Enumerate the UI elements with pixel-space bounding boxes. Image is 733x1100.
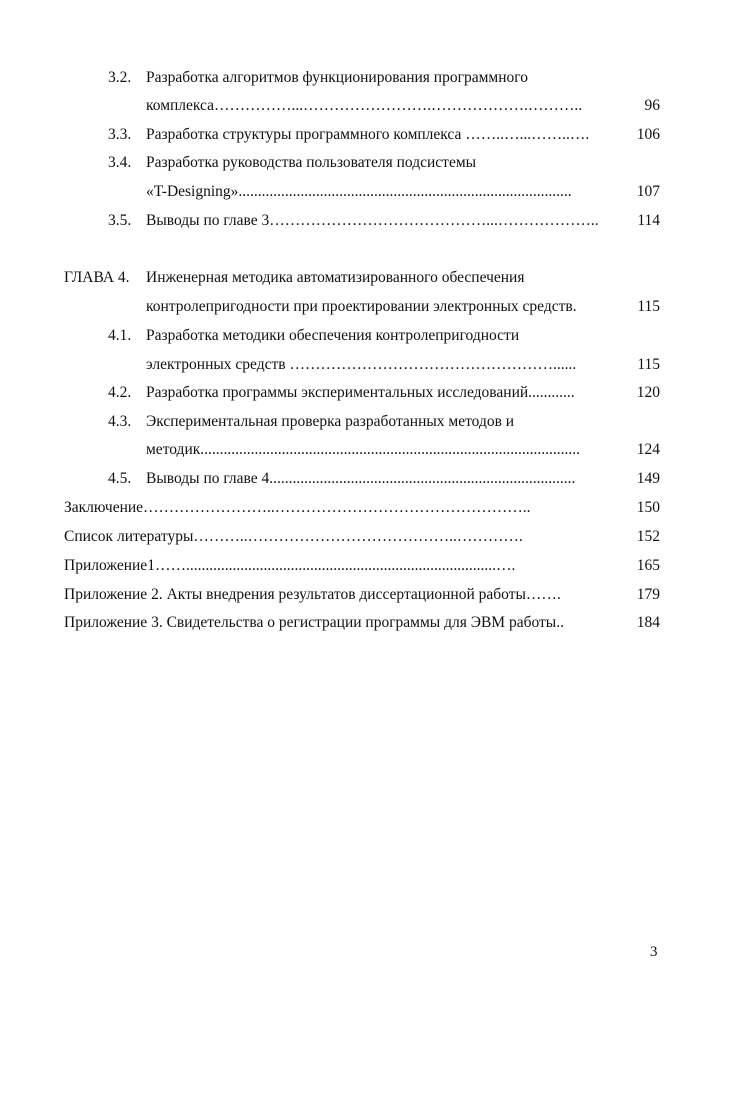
toc-page-3-3: 106 xyxy=(636,126,660,143)
toc-title-4-2: Разработка программы экспериментальных исследований............ xyxy=(146,384,575,401)
toc-number-3-3: 3.3. xyxy=(108,126,132,143)
toc-number-4-3: 4.3. xyxy=(108,413,132,430)
toc-appendix-2: Приложение 2. Акты внедрения результатов диссертационной работы……. xyxy=(64,586,561,603)
toc-title-4-5: Выводы по главе 4............................................................................... xyxy=(146,470,576,487)
toc-title-4-1: Разработка методики обеспечения контролепригодности xyxy=(146,327,520,344)
toc-appendix-1: Приложение1……................................................................................…. xyxy=(64,557,516,574)
toc-number-4-5: 4.5. xyxy=(108,470,132,487)
toc-title-3-3: Разработка структуры программного комплекса ……..…...……..…. xyxy=(146,126,590,143)
toc-title-3-5: Выводы по главе 3……………………………………...……………….. xyxy=(146,212,599,229)
toc-title-4-1-cont: электронных средств ……………………………………………...... xyxy=(146,356,577,373)
toc-page-conclusion: 150 xyxy=(636,499,660,516)
toc-page-appendix-3: 184 xyxy=(636,614,660,631)
toc-chapter-4-title-cont: контролепригодности при проектировании электронных средств. xyxy=(146,298,577,315)
toc-title-3-4-cont: «T-Designing»...................................................................................... xyxy=(146,183,572,200)
toc-chapter-4-label: ГЛАВА 4. xyxy=(64,269,130,286)
toc-number-3-4: 3.4. xyxy=(108,154,132,171)
page-number: 3 xyxy=(650,944,658,960)
toc-page-4-3: 124 xyxy=(636,441,660,458)
toc-page-chapter-4: 115 xyxy=(637,298,660,315)
toc-title-3-2: Разработка алгоритмов функционирования программного xyxy=(146,69,528,86)
toc-conclusion: Заключение……………………..………………………………………….. xyxy=(64,499,531,516)
toc-page-appendix-1: 165 xyxy=(636,557,660,574)
toc-page-4-2: 120 xyxy=(636,384,660,401)
toc-references: Список литературы………..…………………………………..…………. xyxy=(64,528,523,545)
toc-number-4-2: 4.2. xyxy=(108,384,132,401)
toc-title-3-2-cont: комплекса……………...…………………….……………….……….. xyxy=(146,97,583,114)
toc-page-appendix-2: 179 xyxy=(636,586,660,603)
toc-appendix-3: Приложение 3. Свидетельства о регистрации программы для ЭВМ работы.. xyxy=(64,614,564,631)
toc-title-4-3: Экспериментальная проверка разработанных методов и xyxy=(146,413,515,430)
toc-page-3-5: 114 xyxy=(637,212,660,229)
toc-number-3-5: 3.5. xyxy=(108,212,132,229)
toc-page-3-4: 107 xyxy=(636,183,660,200)
toc-number-4-1: 4.1. xyxy=(108,327,132,344)
toc-number-3-2: 3.2. xyxy=(108,69,132,86)
toc-page-3-2: 96 xyxy=(644,97,660,114)
toc-page-4-1: 115 xyxy=(637,356,660,373)
toc-title-3-4: Разработка руководства пользователя подсистемы xyxy=(146,154,477,171)
toc-page-4-5: 149 xyxy=(636,470,660,487)
toc-title-4-3-cont: методик.................................................................................................. xyxy=(146,441,581,458)
toc-chapter-4-title: Инженерная методика автоматизированного обеспечения xyxy=(146,269,525,286)
toc-page-references: 152 xyxy=(636,528,660,545)
